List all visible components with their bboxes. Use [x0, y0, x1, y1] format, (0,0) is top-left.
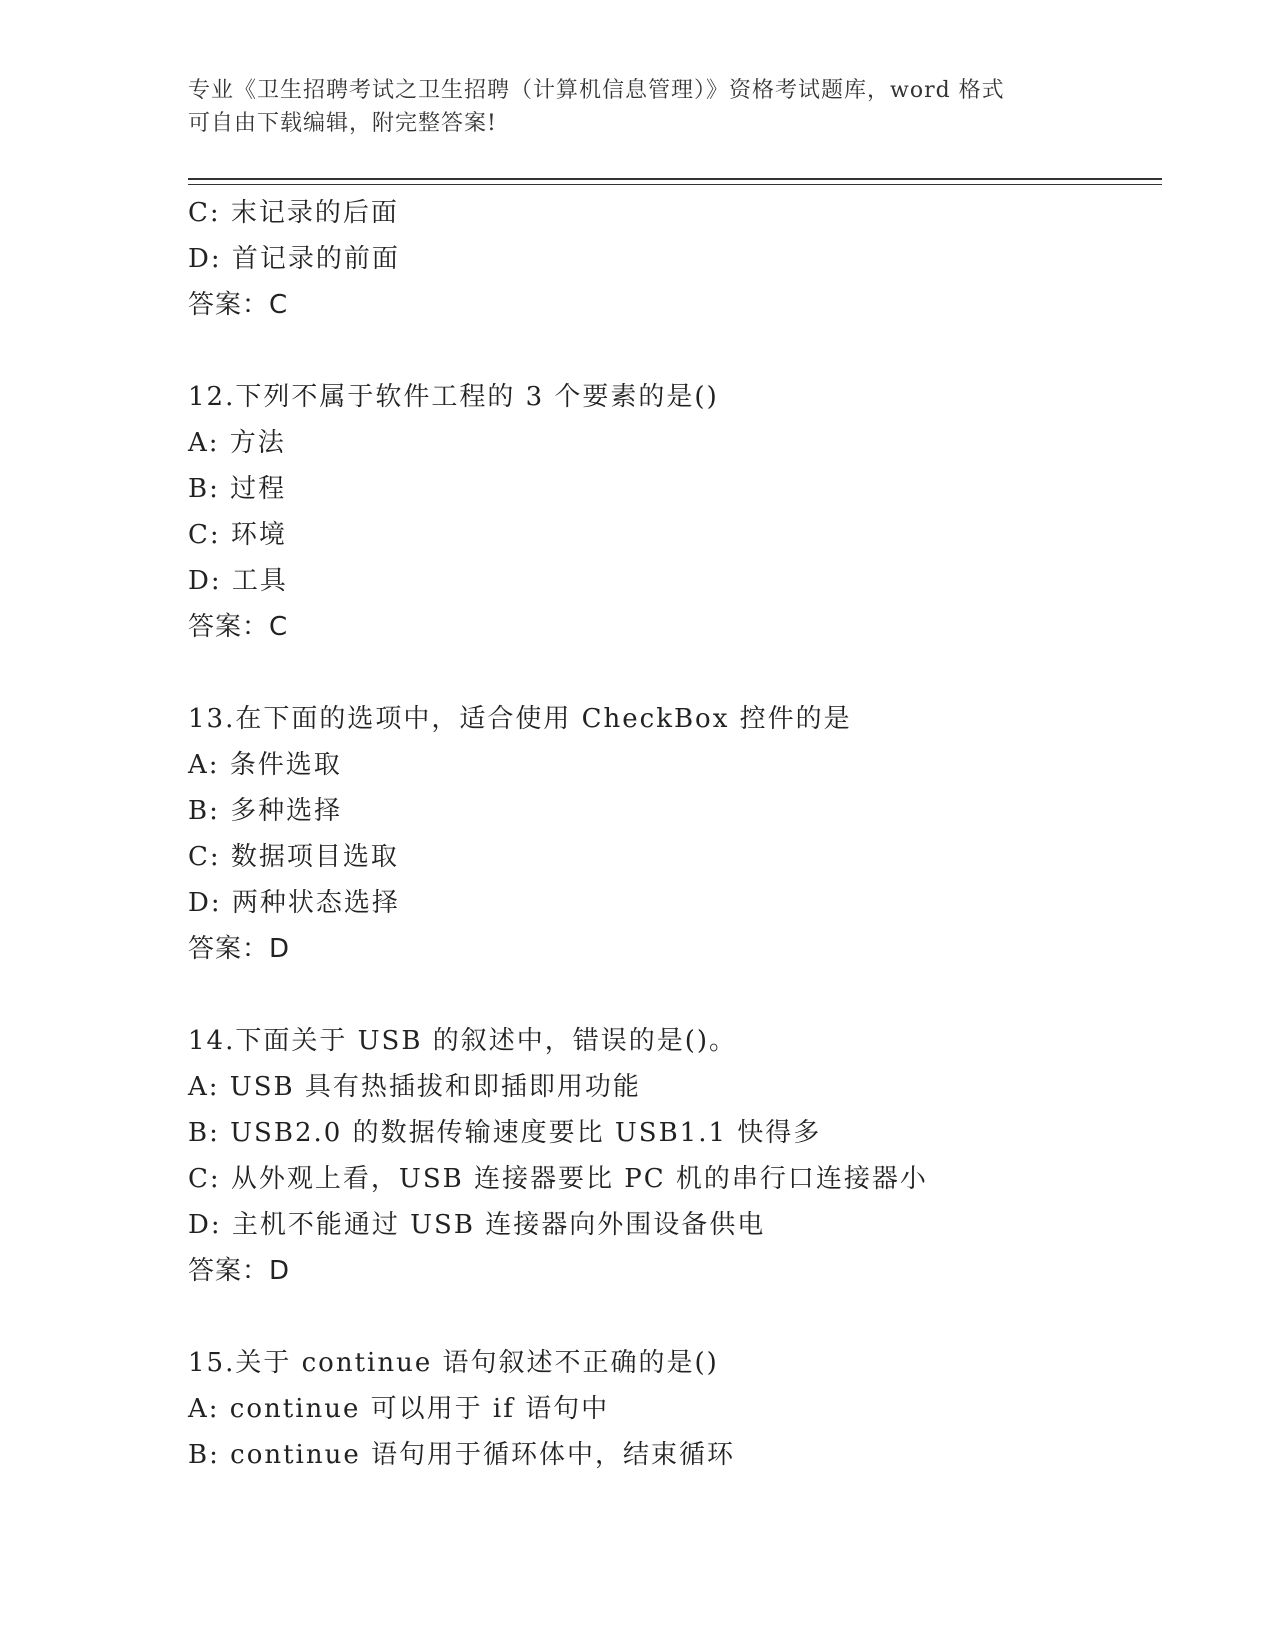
question-list: [188, 190, 1168, 1478]
option-a: A: 条件选取: [188, 750, 342, 780]
spacer: [188, 972, 1168, 1018]
option-d: D: 两种状态选择: [188, 888, 400, 918]
option-d: D: 主机不能通过 USB 连接器向外围设备供电: [188, 1210, 766, 1240]
header-line-1: 专业《卫生招聘考试之卫生招聘（计算机信息管理）》资格考试题库，word 格式: [188, 78, 1005, 103]
answer: 答案：C: [188, 612, 289, 642]
answer: 答案：D: [188, 934, 291, 964]
option-c: C: 末记录的后面: [188, 198, 399, 228]
spacer: [188, 650, 1168, 696]
question-15: 15.关于 continue 语句叙述不正确的是(): [188, 1348, 719, 1378]
spacer: [188, 1294, 1168, 1340]
option-c: C: 环境: [188, 520, 287, 550]
question-12: 12.下列不属于软件工程的 3 个要素的是(): [188, 382, 719, 412]
option-d: D: 工具: [188, 566, 288, 596]
option-b: B: 过程: [188, 474, 287, 504]
question-14: 14.下面关于 USB 的叙述中，错误的是()。: [188, 1026, 737, 1056]
answer: 答案：C: [188, 290, 289, 320]
spacer: [188, 328, 1168, 374]
option-a: A: continue 可以用于 if 语句中: [188, 1394, 610, 1424]
option-b: B: continue 语句用于循环体中，结束循环: [188, 1440, 735, 1470]
header-line-2: 可自由下载编辑，附完整答案!: [188, 111, 497, 136]
option-d: D: 首记录的前面: [188, 244, 400, 274]
option-c: C: 从外观上看，USB 连接器要比 PC 机的串行口连接器小: [188, 1164, 928, 1194]
option-a: A: 方法: [188, 428, 286, 458]
option-b: B: USB2.0 的数据传输速度要比 USB1.1 快得多: [188, 1118, 822, 1148]
option-b: B: 多种选择: [188, 796, 343, 826]
option-c: C: 数据项目选取: [188, 842, 399, 872]
question-13: 13.在下面的选项中，适合使用 CheckBox 控件的是: [188, 704, 852, 734]
document-header: [188, 74, 1088, 140]
option-a: A: USB 具有热插拔和即插即用功能: [188, 1072, 641, 1102]
header-divider: [188, 178, 1162, 180]
header-divider-thin: [188, 184, 1162, 185]
answer: 答案：D: [188, 1256, 291, 1286]
